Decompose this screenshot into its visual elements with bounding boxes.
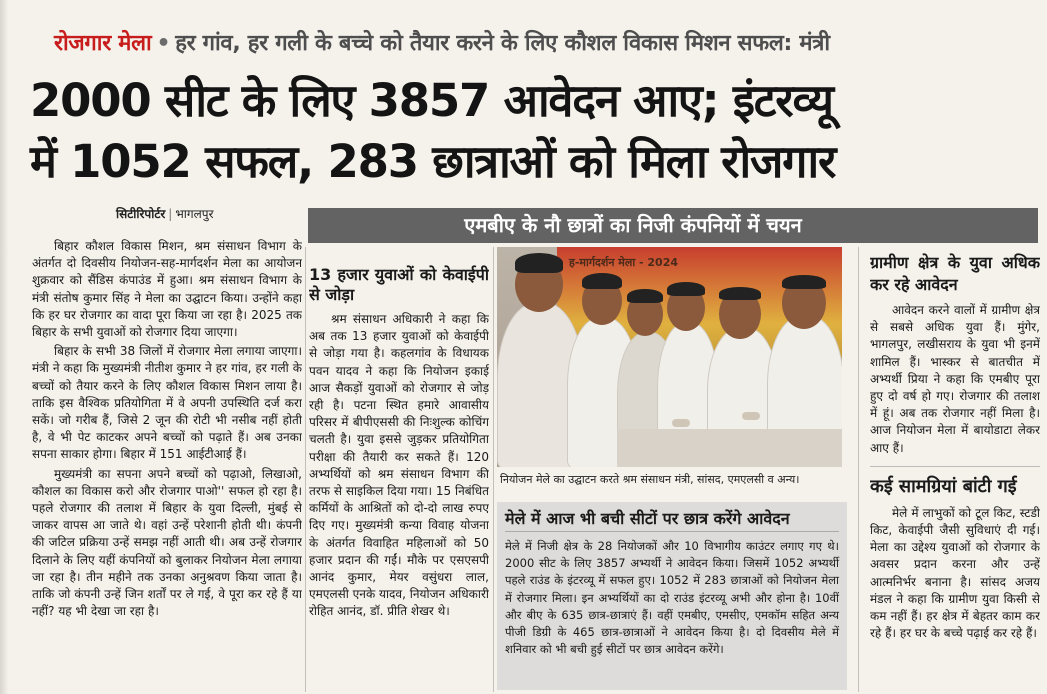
- event-photo: [497, 247, 842, 467]
- headline-line-2: में 1052 सफल, 283 छात्राओं को मिला रोजगार: [30, 135, 836, 188]
- photo-person-hair: [627, 289, 663, 303]
- left-column: [32, 238, 302, 688]
- column-divider: [305, 247, 306, 692]
- kicker-row: [54, 29, 1034, 59]
- kicker-text: हर गांव, हर गली के बच्चे को तैयार करने के लिए कौशल विकास मिशन सफल: मंत्री: [175, 31, 830, 56]
- right-subhead-2: कई सामग्रियां बांटी गई: [870, 466, 1040, 499]
- box-title: मेले में आज भी बची सीटों पर छात्र करेंगे आवेदन: [505, 507, 839, 532]
- page-fold-shadow: [0, 0, 8, 694]
- highlight-box: [497, 502, 847, 690]
- left-paragraph-3: मुख्यमंत्री का सपना अपने बच्चों को पढ़ाओ, लिखाओ, कौशल का विकास करो और रोजगार पाओ'' सफल हो रहा है। पहले रोजगार की तलाश में बिहार के युवा दिल्ली, मुंबई से जाकर वापस आ जाते थे। वहां उन्हें परेशानी होती थी। कंपनी की जटिल प्रक्रिया उन्हें समझ नहीं आती थी। अब उन्हें रोजगार दिलाने के लिए यहीं कंपनियों को बुलाकर नियोजन मेला लगाया जा रहा है। तीन महीने तक उनका अनुश्रवण किया जाता है। ताकि जो कंपनी उन्हें जिन शर्तों पर ले गई, वे पूरा कर रहे हैं या नहीं? यह भी देखा जा रहा है।: [32, 466, 302, 619]
- right-body-1: आवेदन करने वालों में ग्रामीण क्षेत्र से सबसे अधिक युवा हैं। मुंगेर, भागलपुर, लखीसराय के युवा भी इनमें शामिल हैं। भास्कर से बातचीत में अभ्यर्थी प्रिया ने कहा कि एमबीए पूरा हुए दो वर्ष हो गए। रोजगार की तलाश में हूं। अब तक रोजगार नहीं मिला है। आज नियोजन मेला में बायोडाटा लेकर आए हैं।: [870, 303, 1040, 455]
- middle-column: [309, 265, 489, 690]
- photo-person-hair: [782, 275, 826, 289]
- photo-person-hair: [719, 287, 761, 300]
- photo-lamp: [742, 412, 760, 420]
- byline-place: भागलपुर: [175, 207, 214, 221]
- photo-table: [617, 429, 842, 467]
- left-paragraph-1: बिहार कौशल विकास मिशन, श्रम संसाधन विभाग के अंतर्गत दो दिवसीय नियोजन-सह-मार्गदर्शन मेला का आयोजन शुक्रवार को सैंडिस कंपाउंड में हुआ। श्रम संसाधन विभाग के मंत्री संतोष कुमार सिंह ने मेला का उद्घाटन किया। उन्होंने कहा कि हर घर रोजगार का वादा पूरा किया जा रहा है। 2025 तक बिहार के सभी युवाओं को रोजगार दिया जाएगा।: [32, 239, 302, 340]
- left-paragraph-2: बिहार के सभी 38 जिलों में रोजगार मेला लगाया जाएगा। मंत्री ने कहा कि मुख्यमंत्री नीतीश कुमार ने हर गांव, हर गली के बच्चों को तैयार करने के लिए कौशल विकास मिशन लाया है। ताकि इस वैश्विक प्रतियोगिता में वे अपनी उपस्थिति दर्ज करा सकें। जो गरीब हैं, जिसे 2 जून की रोटी भी नसीब नहीं होती है, वे भी पेट काटकर अपने बच्चों को पढ़ाते हैं। अब उनका सपना साकार होगा। बिहार में 151 आईटीआई हैं।: [32, 344, 302, 462]
- box-body: मेले में निजी क्षेत्र के 28 नियोजकों और 10 विभागीय काउंटर लगाए गए थे। 2000 सीट के लिए 3857 अभ्यर्थी ने आवेदन किया। जिसमें 1052 अभ्यर्थी पहले राउंड के इंटरव्यू में सफल हुए। 1052 में 283 छात्राओं को नियोजन मेला में रोजगार मिला। इन अभ्यर्थियों का दो राउंड इंटरव्यू अभी और होना है। 10वीं और बीए के 635 छात्र-छात्राएं हैं। वहीं एमबीए, एमसीए, एमकॉम सहित अन्य पीजी डिग्री के 465 छात्र-छात्राओं ने आवेदन किया है। दो दिवसीय मेले में शनिवार को भी बची हुई सीटों पर छात्र आवेदन करेंगे।: [505, 539, 839, 657]
- photo-person-hair: [667, 282, 705, 296]
- column-divider: [493, 247, 494, 692]
- right-subhead-1: ग्रामीण क्षेत्र के युवा अधिक कर रहे आवेदन: [870, 253, 1040, 294]
- middle-body: श्रम संसाधन अधिकारी ने कहा कि अब तक 13 हजार युवाओं को केवाईपी से जोड़ा गया है। कहलगांव के विधायक पवन यादव ने कहा कि नियोजन इकाई आज सैकड़ों युवाओं को रोजगार से जोड़ रही है। पटना स्थित हमारे आवासीय परिसर में बीपीएससी की निःशुल्क कोचिंग चलती है। युवा इससे जुड़कर प्रतियोगिता परीक्षा की तैयारी कर सकते हैं। 120 अभ्यर्थियों को श्रम संसाधन विभाग की तरफ से साइकिल दिया गया। 15 निबंधित कर्मियों के आश्रितों को दो-दो लाख रुपए दिए गए। मुख्यमंत्री कन्या विवाह योजना के अंतर्गत विवाहित महिलाओं को 50 हजार प्रदान की गईं। मौके पर एसएसपी आनंद कुमार, मेयर वसुंधरा लाल, एमएलसी एनके यादव, नियोजन अधिकारी रोहित आनंद, डॉ. प्रीति शेखर थे।: [309, 312, 489, 619]
- byline-separator: |: [168, 207, 173, 221]
- kicker-label: रोजगार मेला: [54, 31, 152, 56]
- photo-banner-text: ह-मार्गदर्शन मेला - 2024: [569, 256, 679, 269]
- right-column: [870, 252, 1040, 692]
- right-body-2: मेले में लाभुकों को टूल किट, स्टडी किट, केवाईपी जैसी सुविधाएं दी गई। मेला का उद्देश्य युवाओं को रोजगार के अवसर प्रदान करना और उन्हें आत्मनिर्भर बनाना है। सांसद अजय मंडल ने कहा कि ग्रामीण युवा किसी से कम नहीं हैं। हर क्षेत्र में बेहतर काम कर रहे हैं। हर घर के बच्चे पढ़ाई कर रहे हैं।: [870, 505, 1040, 641]
- headline: [30, 70, 1030, 192]
- kicker-separator: •: [156, 31, 171, 56]
- middle-subhead: 13 हजार युवाओं को केवाईपी से जोड़ा: [309, 265, 489, 304]
- photo-caption: नियोजन मेले का उद्घाटन करते श्रम संसाधन मंत्री, सांसद, एमएलसी व अन्य।: [500, 473, 800, 486]
- photo-person-hair: [582, 273, 622, 289]
- section-banner: एमबीए के नौ छात्रों का निजी कंपनियों में चयन: [308, 208, 1038, 243]
- photo-lamp: [672, 419, 690, 427]
- headline-line-1: 2000 सीट के लिए 3857 आवेदन आए; इंटरव्यू: [30, 74, 833, 127]
- byline-reporter: सिटीरिपोर्टर: [116, 207, 166, 221]
- photo-person-hair: [515, 253, 563, 273]
- byline: [116, 205, 214, 222]
- column-divider: [858, 247, 859, 692]
